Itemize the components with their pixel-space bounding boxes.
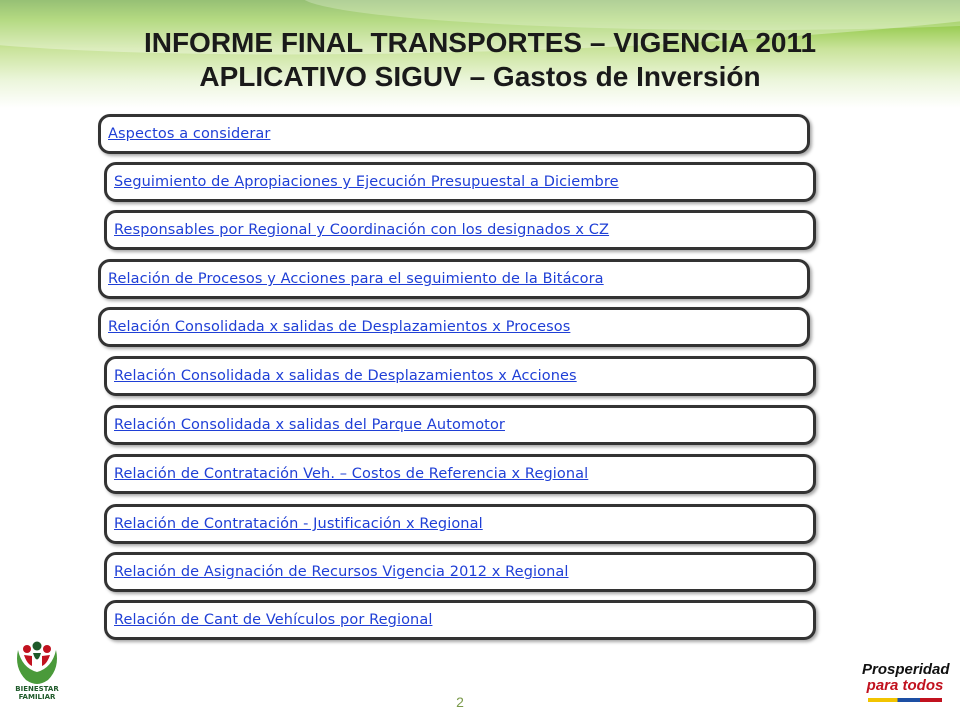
flag-stripe [868,698,942,702]
link-contratacion-costos[interactable]: Relación de Contratación Veh. – Costos de Referencia x Regional [114,466,589,482]
logo-right-line-1: Prosperidad [862,661,950,678]
link-box-responsables[interactable] [104,210,816,250]
page-title [0,26,960,94]
link-box-desplazamientos-acciones[interactable] [104,356,816,396]
link-seguimiento[interactable]: Seguimiento de Apropiaciones y Ejecución Presupuestal a Diciembre [114,174,619,190]
link-box-cant-vehiculos[interactable] [104,600,816,640]
prosperidad-logo [862,660,948,706]
link-box-desplazamientos-procesos[interactable] [98,307,810,347]
title-line-2: APLICATIVO SIGUV – Gastos de Inversión [199,61,761,92]
link-contratacion-justificacion[interactable]: Relación de Contratación - Justificación x Regional [114,516,483,532]
link-desplazamientos-procesos[interactable]: Relación Consolidada x salidas de Desplazamientos x Procesos [108,319,571,335]
logo-left-text: BIENESTAR FAMILIAR [15,685,59,701]
link-box-contratacion-costos[interactable] [104,454,816,494]
link-box-parque-automotor[interactable] [104,405,816,445]
link-desplazamientos-acciones[interactable]: Relación Consolidada x salidas de Desplazamientos x Acciones [114,368,577,384]
family-icon [12,640,62,686]
logo-right-line-2: para todos [866,677,944,694]
link-box-procesos-acciones[interactable] [98,259,810,299]
link-responsables[interactable]: Responsables por Regional y Coordinación con los designados x CZ [114,222,610,238]
link-procesos-acciones[interactable]: Relación de Procesos y Acciones para el seguimiento de la Bitácora [108,271,604,287]
link-aspectos[interactable]: Aspectos a considerar [108,126,271,142]
title-line-1: INFORME FINAL TRANSPORTES – VIGENCIA 2011 [143,27,817,58]
link-box-seguimiento[interactable] [104,162,816,202]
page-number: 2 [456,694,464,710]
link-asignacion-recursos[interactable]: Relación de Asignación de Recursos Vigencia 2012 x Regional [114,564,569,580]
link-cant-vehiculos[interactable]: Relación de Cant de Vehículos por Regional [114,612,433,628]
link-box-contratacion-justificacion[interactable] [104,504,816,544]
link-box-aspectos[interactable] [98,114,810,154]
link-parque-automotor[interactable]: Relación Consolidada x salidas del Parque Automotor [114,417,505,433]
bienestar-familiar-logo [12,640,62,710]
link-box-asignacion-recursos[interactable] [104,552,816,592]
